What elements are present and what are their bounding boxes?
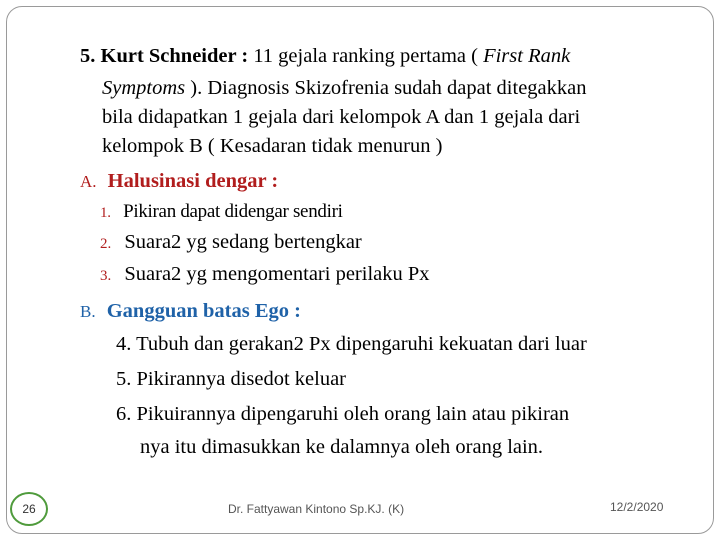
group-a-item-2-num: 2. — [100, 236, 112, 252]
group-a-item-2 — [100, 229, 362, 257]
page-number-badge — [10, 492, 48, 526]
item5-line3: bila didapatkan 1 gejala dari kelompok A dan 1 gejala dari — [102, 106, 581, 128]
group-a-item-3-text: Suara2 yg mengomentari perilaku Px — [124, 263, 430, 285]
group-a-item-2-text: Suara2 yg sedang bertengkar — [124, 231, 362, 253]
item5-italic1: First Rank — [483, 45, 571, 67]
footer-author: Dr. Fattyawan Kintono Sp.KJ. (K) — [228, 502, 405, 516]
group-a-marker: A. — [80, 172, 97, 191]
group-a-heading — [80, 168, 278, 195]
item5-number: 5. — [80, 45, 96, 67]
group-b-title: Gangguan batas Ego : — [106, 300, 301, 322]
group-a-item-1-num: 1. — [100, 205, 111, 221]
group-b-item-6-cont: nya itu dimasukkan ke dalamnya oleh orang lain. — [140, 436, 544, 458]
group-a-item-3 — [100, 261, 430, 289]
group-a-item-1 — [100, 199, 343, 226]
group-a-title: Halusinasi dengar : — [107, 170, 279, 192]
page-number: 26 — [22, 502, 36, 516]
group-a-item-1-text: Pikiran dapat didengar sendiri — [123, 201, 343, 222]
group-a-item-3-num: 3. — [100, 268, 112, 284]
group-b-item-5: 5. Pikirannya disedot keluar — [116, 368, 347, 390]
footer-date: 12/2/2020 — [610, 500, 664, 514]
item5-text2: ). Diagnosis Skizofrenia sudah dapat ditegakkan — [185, 77, 587, 99]
item5-italic2: Symptoms — [102, 77, 186, 99]
group-b-heading — [80, 298, 301, 325]
group-b-item-4: 4. Tubuh dan gerakan2 Px dipengaruhi kekuatan dari luar — [116, 333, 587, 355]
group-b-item-6: 6. Pikuirannya dipengaruhi oleh orang lain atau pikiran — [116, 403, 570, 425]
item5-line1 — [80, 43, 570, 69]
item5-text1: 11 gejala ranking pertama ( — [248, 45, 484, 67]
item5-line4: kelompok B ( Kesadaran tidak menurun ) — [102, 135, 443, 157]
item5-name: Kurt Schneider : — [100, 45, 249, 67]
item5-line2 — [102, 75, 587, 101]
group-b-marker: B. — [80, 302, 96, 321]
